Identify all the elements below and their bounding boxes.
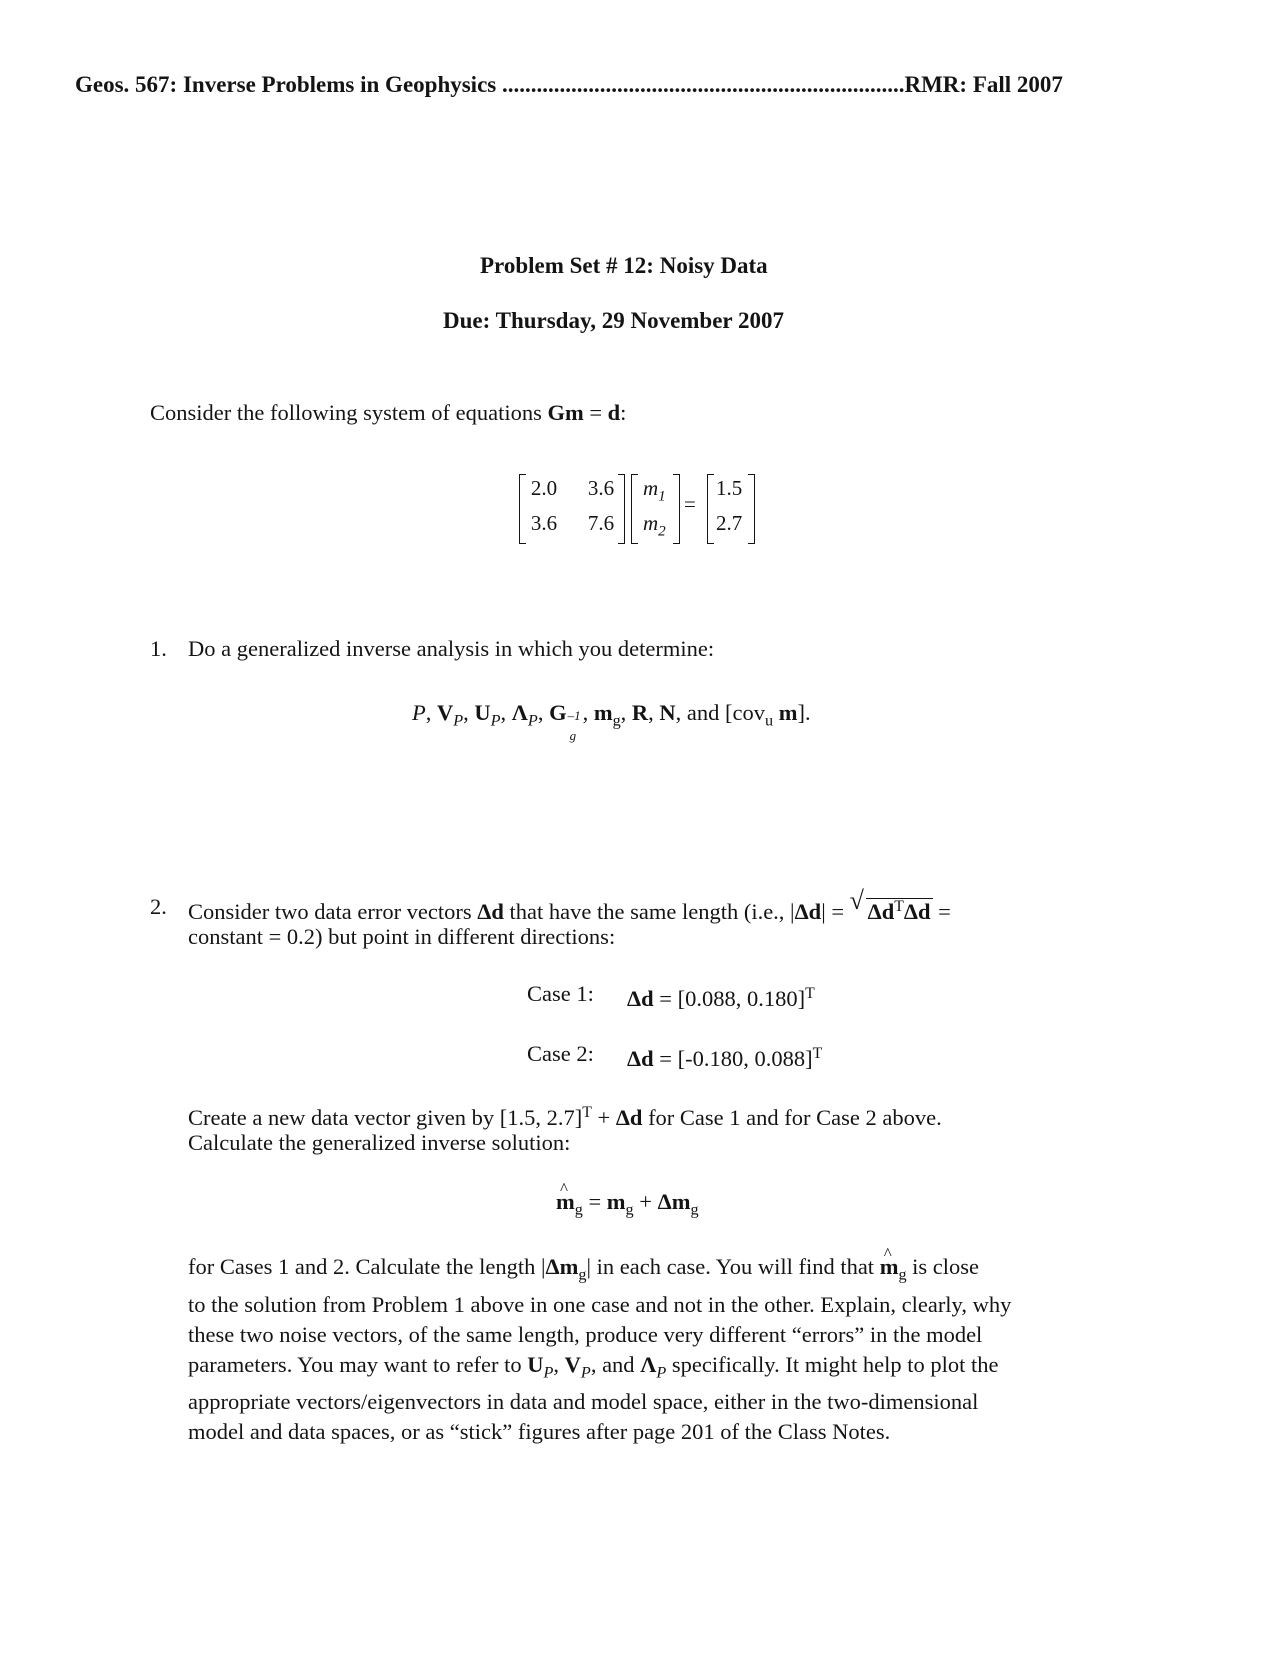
g-22: 7.6 (587, 511, 615, 535)
g-11: 2.0 (530, 476, 558, 500)
running-header (75, 72, 1063, 98)
case-1-label: Case 1: (527, 981, 594, 1006)
header-instructor-term: RMR: Fall 2007 (904, 72, 1063, 97)
case-1-vector: Δd = [0.088, 0.180]$^T$ (627, 985, 815, 1011)
problem-2-number: 2. (150, 894, 167, 919)
header-dot-leader: ...................................................................... (501, 72, 905, 97)
m2: $m_2$ (643, 511, 666, 540)
matrix-equals: = (684, 492, 696, 516)
due-date: Due: Thursday, 29 November 2007 (443, 308, 784, 333)
problem-set-title: Problem Set # 12: Noisy Data (480, 253, 768, 278)
problem-2-explanation: for Cases 1 and 2. Calculate the length $|\Delta m_g|$ in each case. You will find that ^ $m_g$ is close to the solution from Problem 1 above in one case and not in the other. Explain, clearly, why these two noise vectors, of the same length, produce very different “errors” in the model parameters. You may want to refer to $U_P$, $V_P$, and $\Lambda_P$ specifically. It might help to plot the appropriate vectors/eigenvectors in data and model space, either in the two-dimensional model and data spaces, or as “stick” figures after page 201 of the Class Notes. (188, 1252, 1128, 1447)
intro-sentence: Consider the following system of equations Gm = d: (150, 400, 627, 425)
sqrt-expression: √ $\Delta d^T\Delta d$ (849, 886, 931, 924)
problem-1-number: 1. (150, 636, 167, 661)
g-21: 3.6 (530, 511, 558, 535)
problem-1-quantity-list: P, $V_P$, $U_P$, $\Lambda_P$, G –1 g , $m_g$, R, N, and [cov$_u$ m]. (412, 700, 811, 743)
case-2-label: Case 2: (527, 1041, 594, 1066)
create-data-vector-line: Create a new data vector given by [1.5, 2.7]$^T$ + Δd for Case 1 and for Case 2 above. (188, 1104, 942, 1130)
d2: 2.7 (716, 511, 743, 535)
case-2-vector: Δd = [-0.180, 0.088]$^T$ (627, 1045, 823, 1071)
calculate-line: Calculate the generalized inverse solution: (188, 1130, 571, 1155)
problem-1-text: Do a generalized inverse analysis in which you determine: (188, 636, 715, 661)
course-title: Geos. 567: Inverse Problems in Geophysics (75, 72, 497, 97)
problem-2-line-2: constant = 0.2) but point in different directions: (188, 924, 616, 949)
g-12: 3.6 (587, 476, 615, 500)
generalized-inverse-equation: ^ $m_g = m_g + \Delta m_g$ (556, 1186, 699, 1226)
d1: 1.5 (716, 476, 743, 500)
m1: $m_1$ (643, 476, 666, 505)
problem-2-line-1: Consider two data error vectors Δd that have the same length (i.e., |Δd| = √ $\Delta d^T\Delta d$ = (188, 891, 951, 927)
